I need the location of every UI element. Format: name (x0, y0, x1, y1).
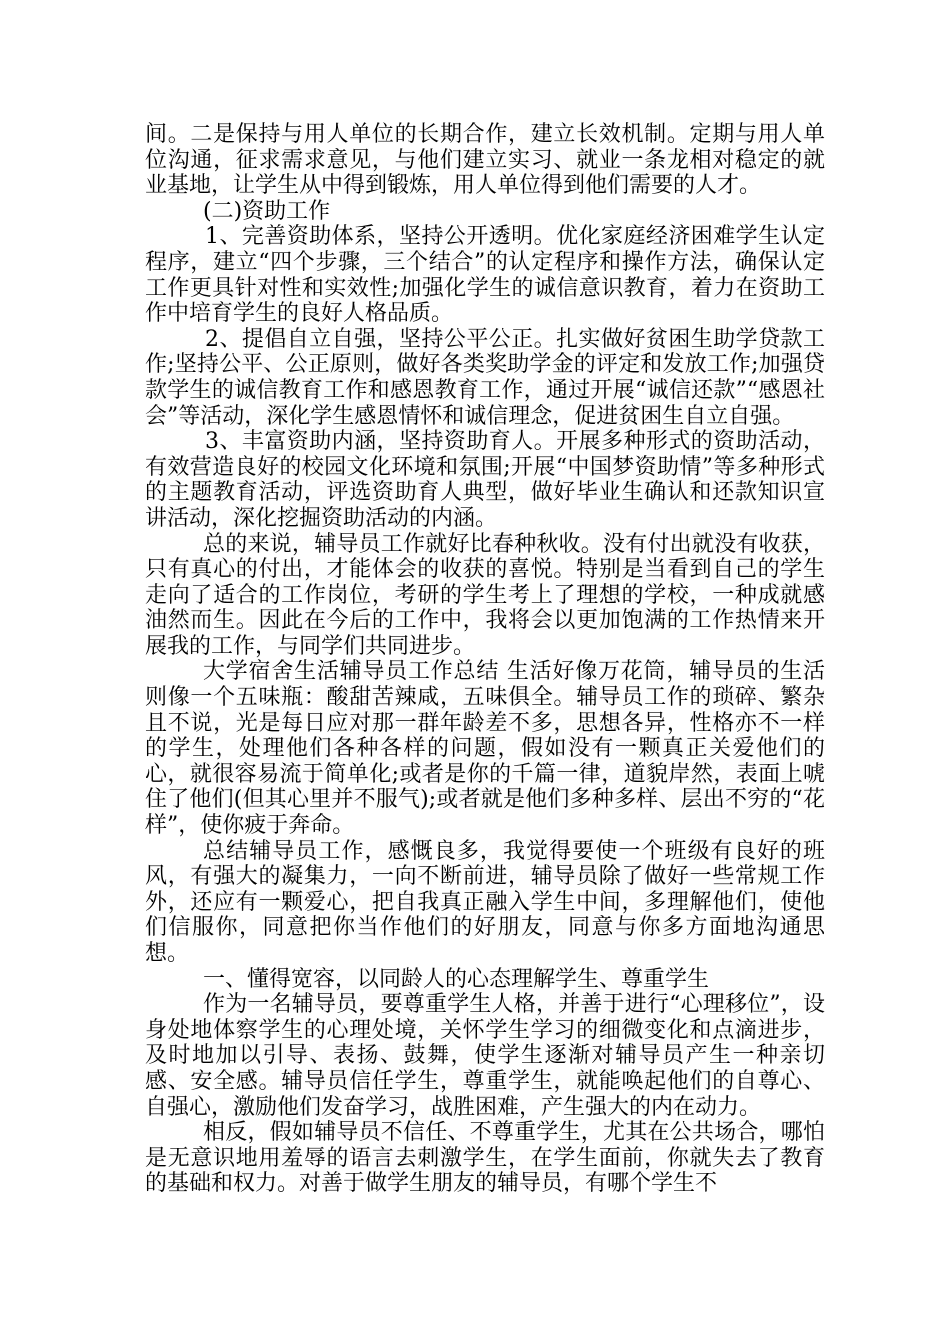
document-page (145, 122, 825, 1197)
paragraph-dorm-counselor: 大学宿舍生活辅导员工作总结 生活好像万花筒，辅导员的生活则像一个五味瓶：酸甜苦辣咸，五味俱全。辅导员工作的琐碎、繁杂且不说，光是每日应对那一群年龄差不多，思想各异，性格亦不一样的学生，处理他们各种各样的问题，假如没有一颗真正关爱他们的心，就很容易流于简单化;或者是你的千篇一律，道貌岸然，表面上唬住了他们(但其心里并不服气);或者就是他们多种多样、层出不穷的“花样”，使你疲于奔命。 (145, 659, 825, 839)
paragraph-aid-system: 1、完善资助体系，坚持公开透明。优化家庭经济困难学生认定程序，建立“四个步骤，三个结合”的认定程序和操作方法，确保认定工作更具针对性和实效性;加强化学生的诚信意识教育，着力在资助工作中培育学生的良好人格品质。 (145, 224, 825, 327)
paragraph-self-reliance: 2、提倡自立自强，坚持公平公正。扎实做好贫困生助学贷款工作;坚持公平、公正原则，做好各类奖助学金的评定和发放工作;加强贷款学生的诚信教育工作和感恩教育工作，通过开展“诚信还款”“感恩社会”等活动，深化学生感恩情怀和诚信理念，促进贫困生自立自强。 (145, 326, 825, 429)
paragraph-counselor-reflection: 总结辅导员工作，感慨良多，我觉得要使一个班级有良好的班风，有强大的凝集力，一向不断前进，辅导员除了做好一些常规工作外，还应有一颗爱心，把自我真正融入学生中间，多理解他们，使他们信服你，同意把你当作他们的好朋友，同意与你多方面地沟通思想。 (145, 838, 825, 966)
paragraph-contrary: 相反，假如辅导员不信任、不尊重学生，尤其在公共场合，哪怕是无意识地用羞辱的语言去刺激学生，在学生面前，你就失去了教育的基础和权力。对善于做学生朋友的辅导员，有哪个学生不 (145, 1120, 825, 1197)
paragraph-summary: 总的来说，辅导员工作就好比春种秋收。没有付出就没有收获，只有真心的付出，才能体会的收获的喜悦。特别是当看到自己的学生走向了适合的工作岗位，考研的学生考上了理想的学校，一种成就感油然而生。因此在今后的工作中，我将会以更加饱满的工作热情来开展我的工作，与同学们共同进步。 (145, 531, 825, 659)
paragraph-respect-students: 作为一名辅导员，要尊重学生人格，并善于进行“心理移位”，设身处地体察学生的心理处境，关怀学生学习的细微变化和点滴进步，及时地加以引导、表扬、鼓舞，使学生逐渐对辅导员产生一种亲切感、安全感。辅导员信任学生，尊重学生，就能唤起他们的自尊心、自强心，激励他们发奋学习，战胜困难，产生强大的内在动力。 (145, 992, 825, 1120)
paragraph-aid-connotation: 3、丰富资助内涵，坚持资助育人。开展多种形式的资助活动，有效营造良好的校园文化环境和氛围;开展“中国梦资助情”等多种形式的主题教育活动，评选资助育人典型，做好毕业生确认和还款知识宣讲活动，深化挖掘资助活动的内涵。 (145, 429, 825, 531)
section-heading-aid-work: (二)资助工作 (203, 198, 331, 224)
section-heading-tolerance: 一、懂得宽容，以同龄人的心态理解学生、尊重学生 (203, 966, 710, 992)
paragraph-cooperation: 间。二是保持与用人单位的长期合作，建立长效机制。定期与用人单位沟通，征求需求意见，与他们建立实习、就业一条龙相对稳定的就业基地，让学生从中得到锻炼，用人单位得到他们需要的人才。 (145, 122, 825, 199)
